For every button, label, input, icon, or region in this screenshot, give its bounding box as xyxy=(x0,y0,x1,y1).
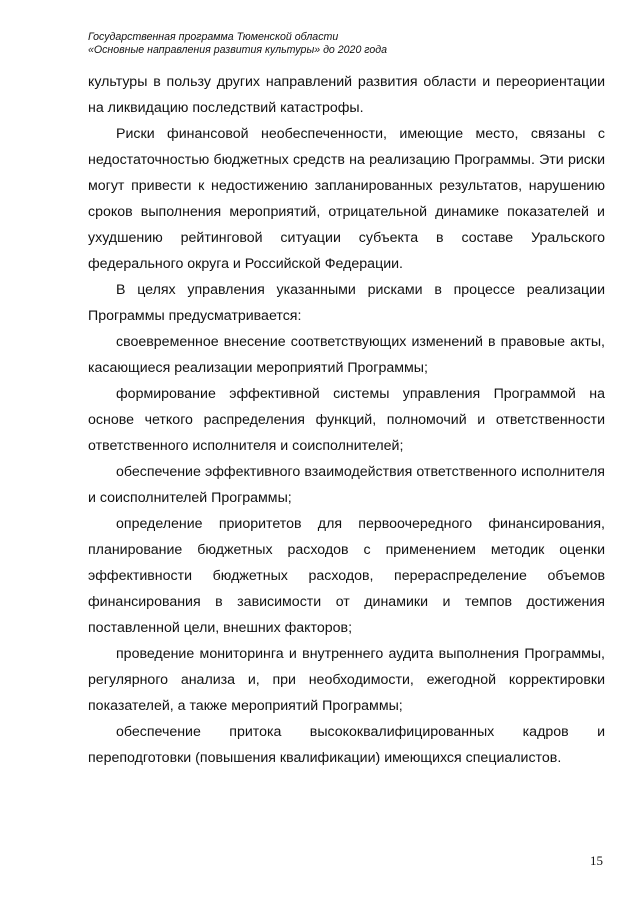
paragraph-staffing: обеспечение притока высококвалифицированных кадров и переподготовки (повышения квалификации) имеющихся специалистов. xyxy=(88,724,605,766)
header-program-subtitle: «Основные направления развития культуры» до 2020 года xyxy=(88,44,388,56)
paragraph-monitoring-audit: проведение мониторинга и внутреннего аудита выполнения Программы, регулярного анализа и, при необходимости, ежегодной корректировки показателей, а также мероприятий Программы; xyxy=(88,646,605,714)
paragraph-risk-management-intro: В целях управления указанными рисками в процессе реализации Программы предусматривается: xyxy=(88,282,605,324)
header-program-title: Государственная программа Тюменской области xyxy=(88,31,339,43)
body-text xyxy=(88,69,605,771)
paragraph-continuation: культуры в пользу других направлений развития области и переориентации на ликвидацию последствий катастрофы. xyxy=(88,74,605,116)
paragraph-interaction: обеспечение эффективного взаимодействия ответственного исполнителя и соисполнителей Программы; xyxy=(88,464,605,506)
paragraph-financial-risks: Риски финансовой необеспеченности, имеющие место, связаны с недостаточностью бюджетных средств на реализацию Программы. Эти риски могут привести к недостижению запланированных результатов, нарушению сроков выполнения мероприятий, отрицательной динамике показателей и ухудшению рейтинговой ситуации субъекта в составе Уральского федерального округа и Российской Федерации. xyxy=(88,126,605,272)
paragraph-management-system: формирование эффективной системы управления Программой на основе четкого распределения функций, полномочий и ответственности ответственного исполнителя и соисполнителей; xyxy=(88,386,605,454)
paragraph-legal-changes: своевременное внесение соответствующих изменений в правовые акты, касающиеся реализации мероприятий Программы; xyxy=(88,334,605,376)
running-header xyxy=(88,31,608,57)
paragraph-financing-priorities: определение приоритетов для первоочередного финансирования, планирование бюджетных расходов с применением методик оценки эффективности бюджетных расходов, перераспределение объемов финансирования в зависимости от динамики и темпов достижения поставленной цели, внешних факторов; xyxy=(88,516,605,636)
page-number: 15 xyxy=(590,853,603,868)
